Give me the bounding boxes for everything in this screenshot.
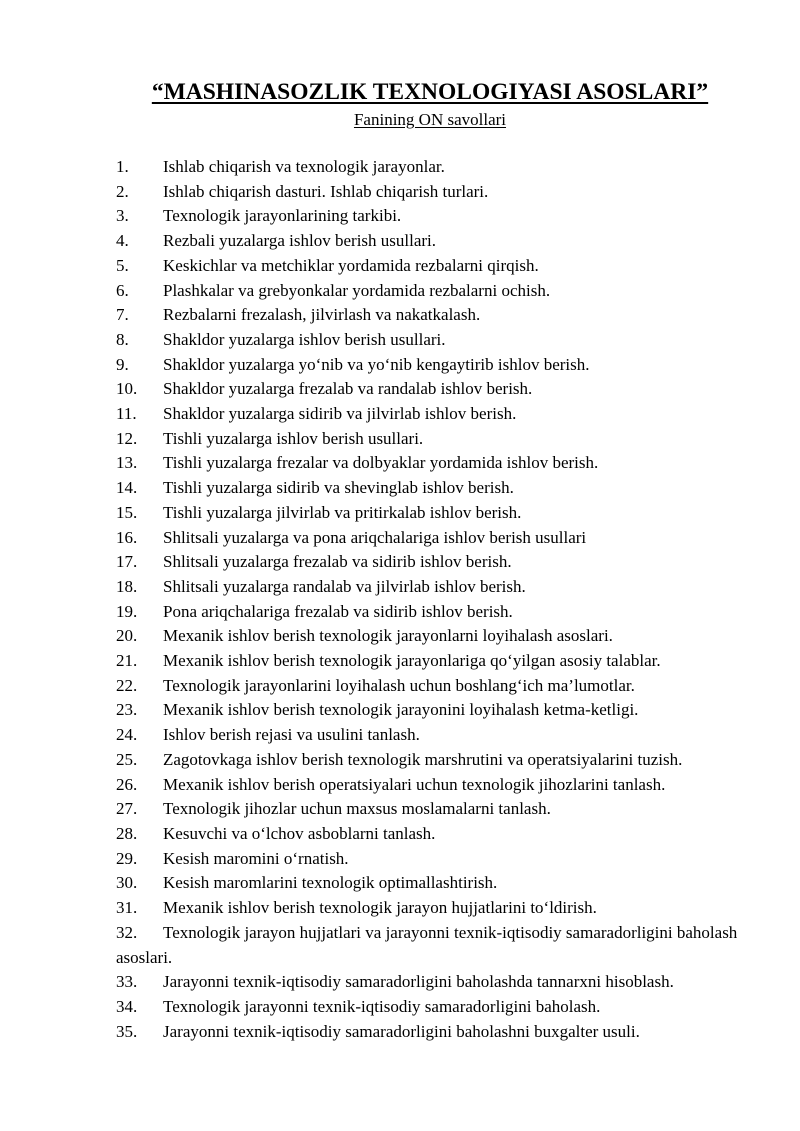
question-item xyxy=(116,451,756,476)
question-item xyxy=(116,575,756,600)
question-item xyxy=(116,674,756,699)
question-item xyxy=(116,229,756,254)
question-item xyxy=(116,698,756,723)
question-text: Ishlov berish rejasi va usulini tanlash. xyxy=(163,725,420,745)
question-text: Shlitsali yuzalarga va pona ariqchalariga ishlov berish usullari xyxy=(163,527,587,547)
question-text: Plashkalar va grebyonkalar yordamida rezbalarni ochish. xyxy=(163,280,551,300)
question-text: Tishli yuzalarga jilvirlab va pritirkalab ishlov berish. xyxy=(163,502,522,522)
question-number: 35. xyxy=(116,1021,138,1041)
question-item xyxy=(116,896,756,921)
question-number: 4. xyxy=(116,231,129,251)
question-text: Tishli yuzalarga sidirib va shevinglab ishlov berish. xyxy=(163,478,514,498)
document-subtitle: Fanining ON savollari xyxy=(353,110,507,129)
question-item xyxy=(116,624,756,649)
question-item xyxy=(116,476,756,501)
question-number: 17. xyxy=(116,552,138,572)
question-text: Shlitsali yuzalarga randalab va jilvirlab ishlov berish. xyxy=(163,576,526,596)
question-number: 3. xyxy=(116,206,129,226)
document-title: “MASHINASOZLIK TEXNOLOGIYASI ASOSLARI” xyxy=(151,79,709,105)
question-text: Kesish maromlarini texnologik optimallashtirish. xyxy=(163,873,498,893)
question-text: Ishlab chiqarish va texnologik jarayonlar. xyxy=(163,157,445,176)
question-text: Texnologik jarayon hujjatlari va jarayonni texnik-iqtisodiy samaradorligini baholash asoslari. xyxy=(116,922,738,967)
question-text: Jarayonni texnik-iqtisodiy samaradorligini baholashni buxgalter usuli. xyxy=(163,1021,640,1041)
question-number: 34. xyxy=(116,996,138,1016)
question-text: Keskichlar va metchiklar yordamida rezbalarni qirqish. xyxy=(163,255,539,275)
question-number: 10. xyxy=(116,379,138,399)
question-number: 14. xyxy=(116,478,138,498)
question-number: 32. xyxy=(116,922,138,942)
question-text: Shlitsali yuzalarga frezalab va sidirib ishlov berish. xyxy=(163,552,512,572)
question-item xyxy=(116,649,756,674)
question-number: 1. xyxy=(116,157,129,176)
question-item xyxy=(116,822,756,847)
question-text: Shakldor yuzalarga frezalab va randalab ishlov berish. xyxy=(163,379,533,399)
question-number: 31. xyxy=(116,898,138,918)
question-item xyxy=(116,995,756,1020)
question-item xyxy=(116,526,756,551)
question-number: 12. xyxy=(116,428,138,448)
question-number: 28. xyxy=(116,823,138,843)
question-number: 18. xyxy=(116,576,138,596)
question-number: 21. xyxy=(116,651,138,671)
question-item xyxy=(116,970,756,995)
question-number: 30. xyxy=(116,873,138,893)
question-number: 25. xyxy=(116,749,138,769)
question-text: Rezbali yuzalarga ishlov berish usullari. xyxy=(163,231,437,251)
question-text: Zagotovkaga ishlov berish texnologik marshrutini va operatsiyalarini tuzish. xyxy=(163,749,683,769)
question-item xyxy=(116,797,756,822)
question-item xyxy=(116,847,756,872)
question-number: 11. xyxy=(116,404,137,424)
question-number: 26. xyxy=(116,774,138,794)
question-number: 19. xyxy=(116,601,138,621)
question-number: 24. xyxy=(116,725,138,745)
question-text: Tishli yuzalarga ishlov berish usullari. xyxy=(163,428,424,448)
question-number: 7. xyxy=(116,305,129,325)
question-text: Mexanik ishlov berish operatsiyalari uchun texnologik jihozlarini tanlash. xyxy=(163,774,666,794)
question-number: 9. xyxy=(116,354,129,374)
question-item xyxy=(116,328,756,353)
question-number: 6. xyxy=(116,280,129,300)
question-number: 15. xyxy=(116,502,138,522)
question-item xyxy=(116,723,756,748)
question-text: Rezbalarni frezalash, jilvirlash va nakatkalash. xyxy=(163,305,481,325)
question-number: 13. xyxy=(116,453,138,473)
question-text: Mexanik ishlov berish texnologik jarayon hujjatlarini to‘ldirish. xyxy=(163,898,597,918)
question-text: Kesuvchi va o‘lchov asboblarni tanlash. xyxy=(163,823,436,843)
question-number: 27. xyxy=(116,799,138,819)
question-number: 23. xyxy=(116,700,138,720)
question-item xyxy=(116,501,756,526)
question-number: 8. xyxy=(116,329,129,349)
question-item xyxy=(116,377,756,402)
question-item xyxy=(116,303,756,328)
question-text: Tishli yuzalarga frezalar va dolbyaklar yordamida ishlov berish. xyxy=(163,453,599,473)
question-item xyxy=(116,921,756,970)
question-list xyxy=(116,155,756,1044)
question-item xyxy=(116,155,756,180)
question-text: Shakldor yuzalarga ishlov berish usullari. xyxy=(163,329,446,349)
question-text: Texnologik jarayonni texnik-iqtisodiy samaradorligini baholash. xyxy=(163,996,601,1016)
question-number: 2. xyxy=(116,181,129,201)
question-text: Mexanik ishlov berish texnologik jarayonlarni loyihalash asoslari. xyxy=(163,626,613,646)
question-item xyxy=(116,748,756,773)
question-text: Mexanik ishlov berish texnologik jarayonini loyihalash ketma-ketligi. xyxy=(163,700,639,720)
question-item xyxy=(116,1020,756,1045)
question-number: 33. xyxy=(116,972,138,992)
question-item xyxy=(116,402,756,427)
question-item xyxy=(116,353,756,378)
question-text: Texnologik jarayonlarining tarkibi. xyxy=(163,206,402,226)
question-text: Texnologik jihozlar uchun maxsus moslamalarni tanlash. xyxy=(163,799,551,819)
question-item xyxy=(116,279,756,304)
question-number: 22. xyxy=(116,675,138,695)
question-item xyxy=(116,550,756,575)
question-text: Mexanik ishlov berish texnologik jarayonlariga qo‘yilgan asosiy talablar. xyxy=(163,651,661,671)
question-item xyxy=(116,254,756,279)
question-item xyxy=(116,600,756,625)
question-item xyxy=(116,427,756,452)
question-text: Texnologik jarayonlarini loyihalash uchun boshlang‘ich ma’lumotlar. xyxy=(163,675,635,695)
question-number: 29. xyxy=(116,848,138,868)
question-text: Ishlab chiqarish dasturi. Ishlab chiqarish turlari. xyxy=(163,181,489,201)
question-item xyxy=(116,773,756,798)
question-item xyxy=(116,180,756,205)
question-number: 5. xyxy=(116,255,129,275)
question-item xyxy=(116,871,756,896)
question-text: Kesish maromini o‘rnatish. xyxy=(163,848,349,868)
question-text: Shakldor yuzalarga sidirib va jilvirlab ishlov berish. xyxy=(163,404,517,424)
question-number: 16. xyxy=(116,527,138,547)
question-number: 20. xyxy=(116,626,138,646)
question-item xyxy=(116,204,756,229)
question-text: Jarayonni texnik-iqtisodiy samaradorligini baholashda tannarxni hisoblash. xyxy=(163,972,674,992)
question-text: Pona ariqchalariga frezalab va sidirib ishlov berish. xyxy=(163,601,513,621)
question-text: Shakldor yuzalarga yo‘nib va yo‘nib kengaytirib ishlov berish. xyxy=(163,354,590,374)
